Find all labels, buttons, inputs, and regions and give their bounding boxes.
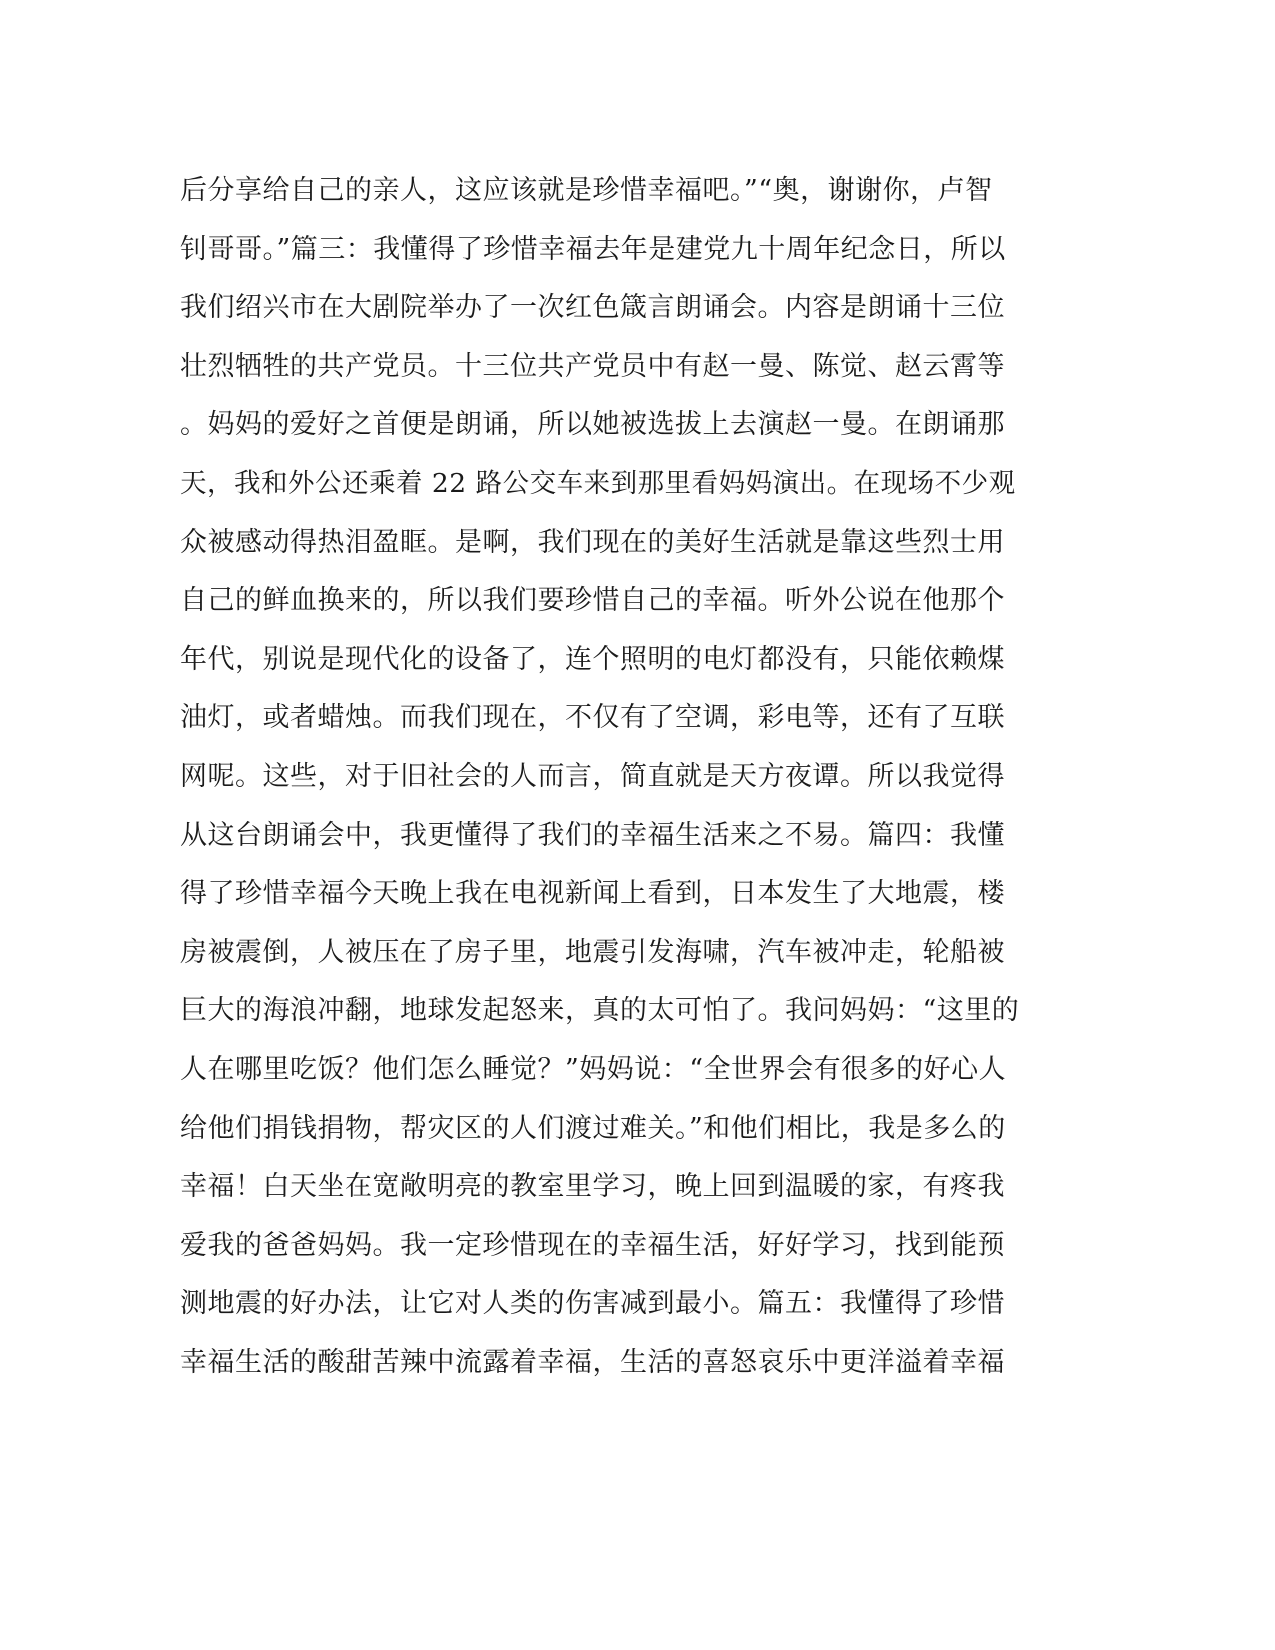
text-line: 年代，别说是现代化的设备了，连个照明的电灯都没有，只能依赖煤 [180,643,1005,675]
text-line: 幸福生活的酸甜苦辣中流露着幸福，生活的喜怒哀乐中更洋溢着幸福 [180,1346,1005,1378]
text-line: 钊哥哥。”篇三：我懂得了珍惜幸福去年是建党九十周年纪念日，所以 [180,233,1006,265]
text-line: 得了珍惜幸福今天晚上我在电视新闻上看到，日本发生了大地震，楼 [180,878,1005,910]
text-line: 房被震倒，人被压在了房子里，地震引发海啸，汽车被冲走，轮船被 [180,936,1005,968]
text-line: 给他们捐钱捐物，帮灾区的人们渡过难关。”和他们相比，我是多么的 [180,1112,1006,1144]
text-line: 幸福！白天坐在宽敞明亮的教室里学习，晚上回到温暖的家，有疼我 [180,1171,1005,1203]
text-line: 我们绍兴市在大剧院举办了一次红色箴言朗诵会。内容是朗诵十三位 [180,292,1005,324]
text-line: 后分享给自己的亲人，这应该就是珍惜幸福吧。”“奥，谢谢你，卢智 [180,175,993,206]
text-line: 爱我的爸爸妈妈。我一定珍惜现在的幸福生活，好好学习，找到能预 [180,1229,1005,1261]
text-line: 人在哪里吃饭？他们怎么睡觉？”妈妈说：“全世界会有很多的好心人 [180,1053,1007,1085]
text-line: 自己的鲜血换来的，所以我们要珍惜自己的幸福。听外公说在他那个 [180,585,1005,617]
body-text [180,162,1030,1392]
text-line: 从这台朗诵会中，我更懂得了我们的幸福生活来之不易。篇四：我懂 [180,819,1005,851]
text-line: 油灯，或者蜡烛。而我们现在，不仅有了空调，彩电等，还有了互联 [180,702,1005,734]
text-line: 巨大的海浪冲翻，地球发起怒来，真的太可怕了。我问妈妈：“这里的 [180,995,1020,1027]
text-line: 网呢。这些，对于旧社会的人而言，简直就是天方夜谭。所以我觉得 [180,760,1005,792]
text-line: 天，我和外公还乘着 22 路公交车来到那里看妈妈演出。在现场不少观 [180,467,1016,499]
text-line: 。妈妈的爱好之首便是朗诵，所以她被选拔上去演赵一曼。在朗诵那 [180,409,1005,441]
text-line: 壮烈牺牲的共产党员。十三位共产党员中有赵一曼、陈觉、赵云霄等 [180,350,1005,382]
text-line: 测地震的好办法，让它对人类的伤害减到最小。篇五：我懂得了珍惜 [180,1288,1005,1320]
text-line: 众被感动得热泪盈眶。是啊，我们现在的美好生活就是靠这些烈士用 [180,526,1005,558]
